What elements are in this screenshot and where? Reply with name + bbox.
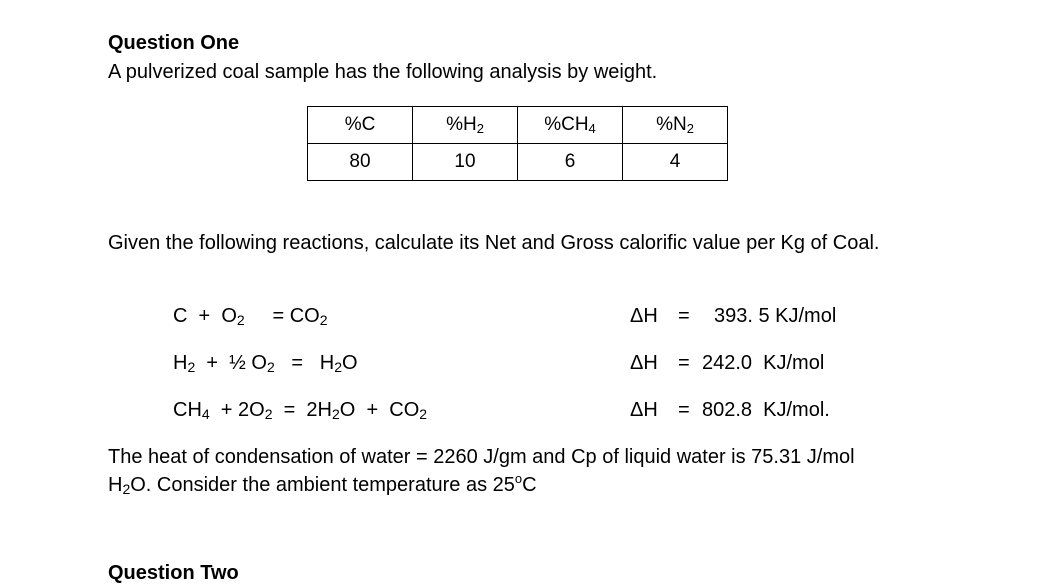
value-cell-ch4: 6 <box>518 144 623 181</box>
reaction-2-equation: $H_2$ + ½ $O_2 = H_2O$ <box>173 352 358 375</box>
table-row <box>308 144 728 181</box>
reaction-1-eq-sign: = <box>678 305 690 327</box>
reaction-3-equation: $CH_4 + 2O_2 = 2H_2O + CO_2$ <box>173 399 428 422</box>
reaction-2-dh-label: ΔH <box>630 352 658 374</box>
reaction-1-dh-label: ΔH <box>630 305 658 327</box>
composition-table <box>307 106 728 181</box>
reaction-2-eq-sign: = <box>678 352 690 374</box>
value-cell-h2: 10 <box>413 144 518 181</box>
header-cell-c: %C <box>308 107 413 144</box>
next-question-title: Question Two <box>108 562 239 584</box>
reaction-3-value: 802.8 KJ/mol. <box>702 399 830 421</box>
table-header-row <box>308 107 728 144</box>
reaction-1-equation: $C + O_2$ = $CO_2$ <box>173 305 328 328</box>
header-cell-n2: $\%N_2$ <box>623 107 728 144</box>
value-cell-c: 80 <box>308 144 413 181</box>
question-title: Question One <box>108 32 240 54</box>
condensation-line-1: The heat of condensation of water = 2260 J/gm and Cp of liquid water is 75.31 J/mol <box>108 446 855 468</box>
value-cell-n2: 4 <box>623 144 728 181</box>
reaction-3-dh-label: ΔH <box>630 399 658 421</box>
reaction-1-value: 393. 5 KJ/mol <box>714 305 837 327</box>
header-cell-ch4: $\%CH_4$ <box>518 107 623 144</box>
condensation-line-2: $H_2O$. Consider the ambient temperature as 25$^o$C <box>108 471 537 497</box>
reaction-2-value: 242.0 KJ/mol <box>702 352 825 374</box>
given-statement: Given the following reactions, calculate its Net and Gross calorific value per Kg of Coal. <box>108 232 880 254</box>
reaction-3-eq-sign: = <box>678 399 690 421</box>
question-intro: A pulverized coal sample has the following analysis by weight. <box>108 61 658 83</box>
header-cell-h2: $\%H_2$ <box>413 107 518 144</box>
